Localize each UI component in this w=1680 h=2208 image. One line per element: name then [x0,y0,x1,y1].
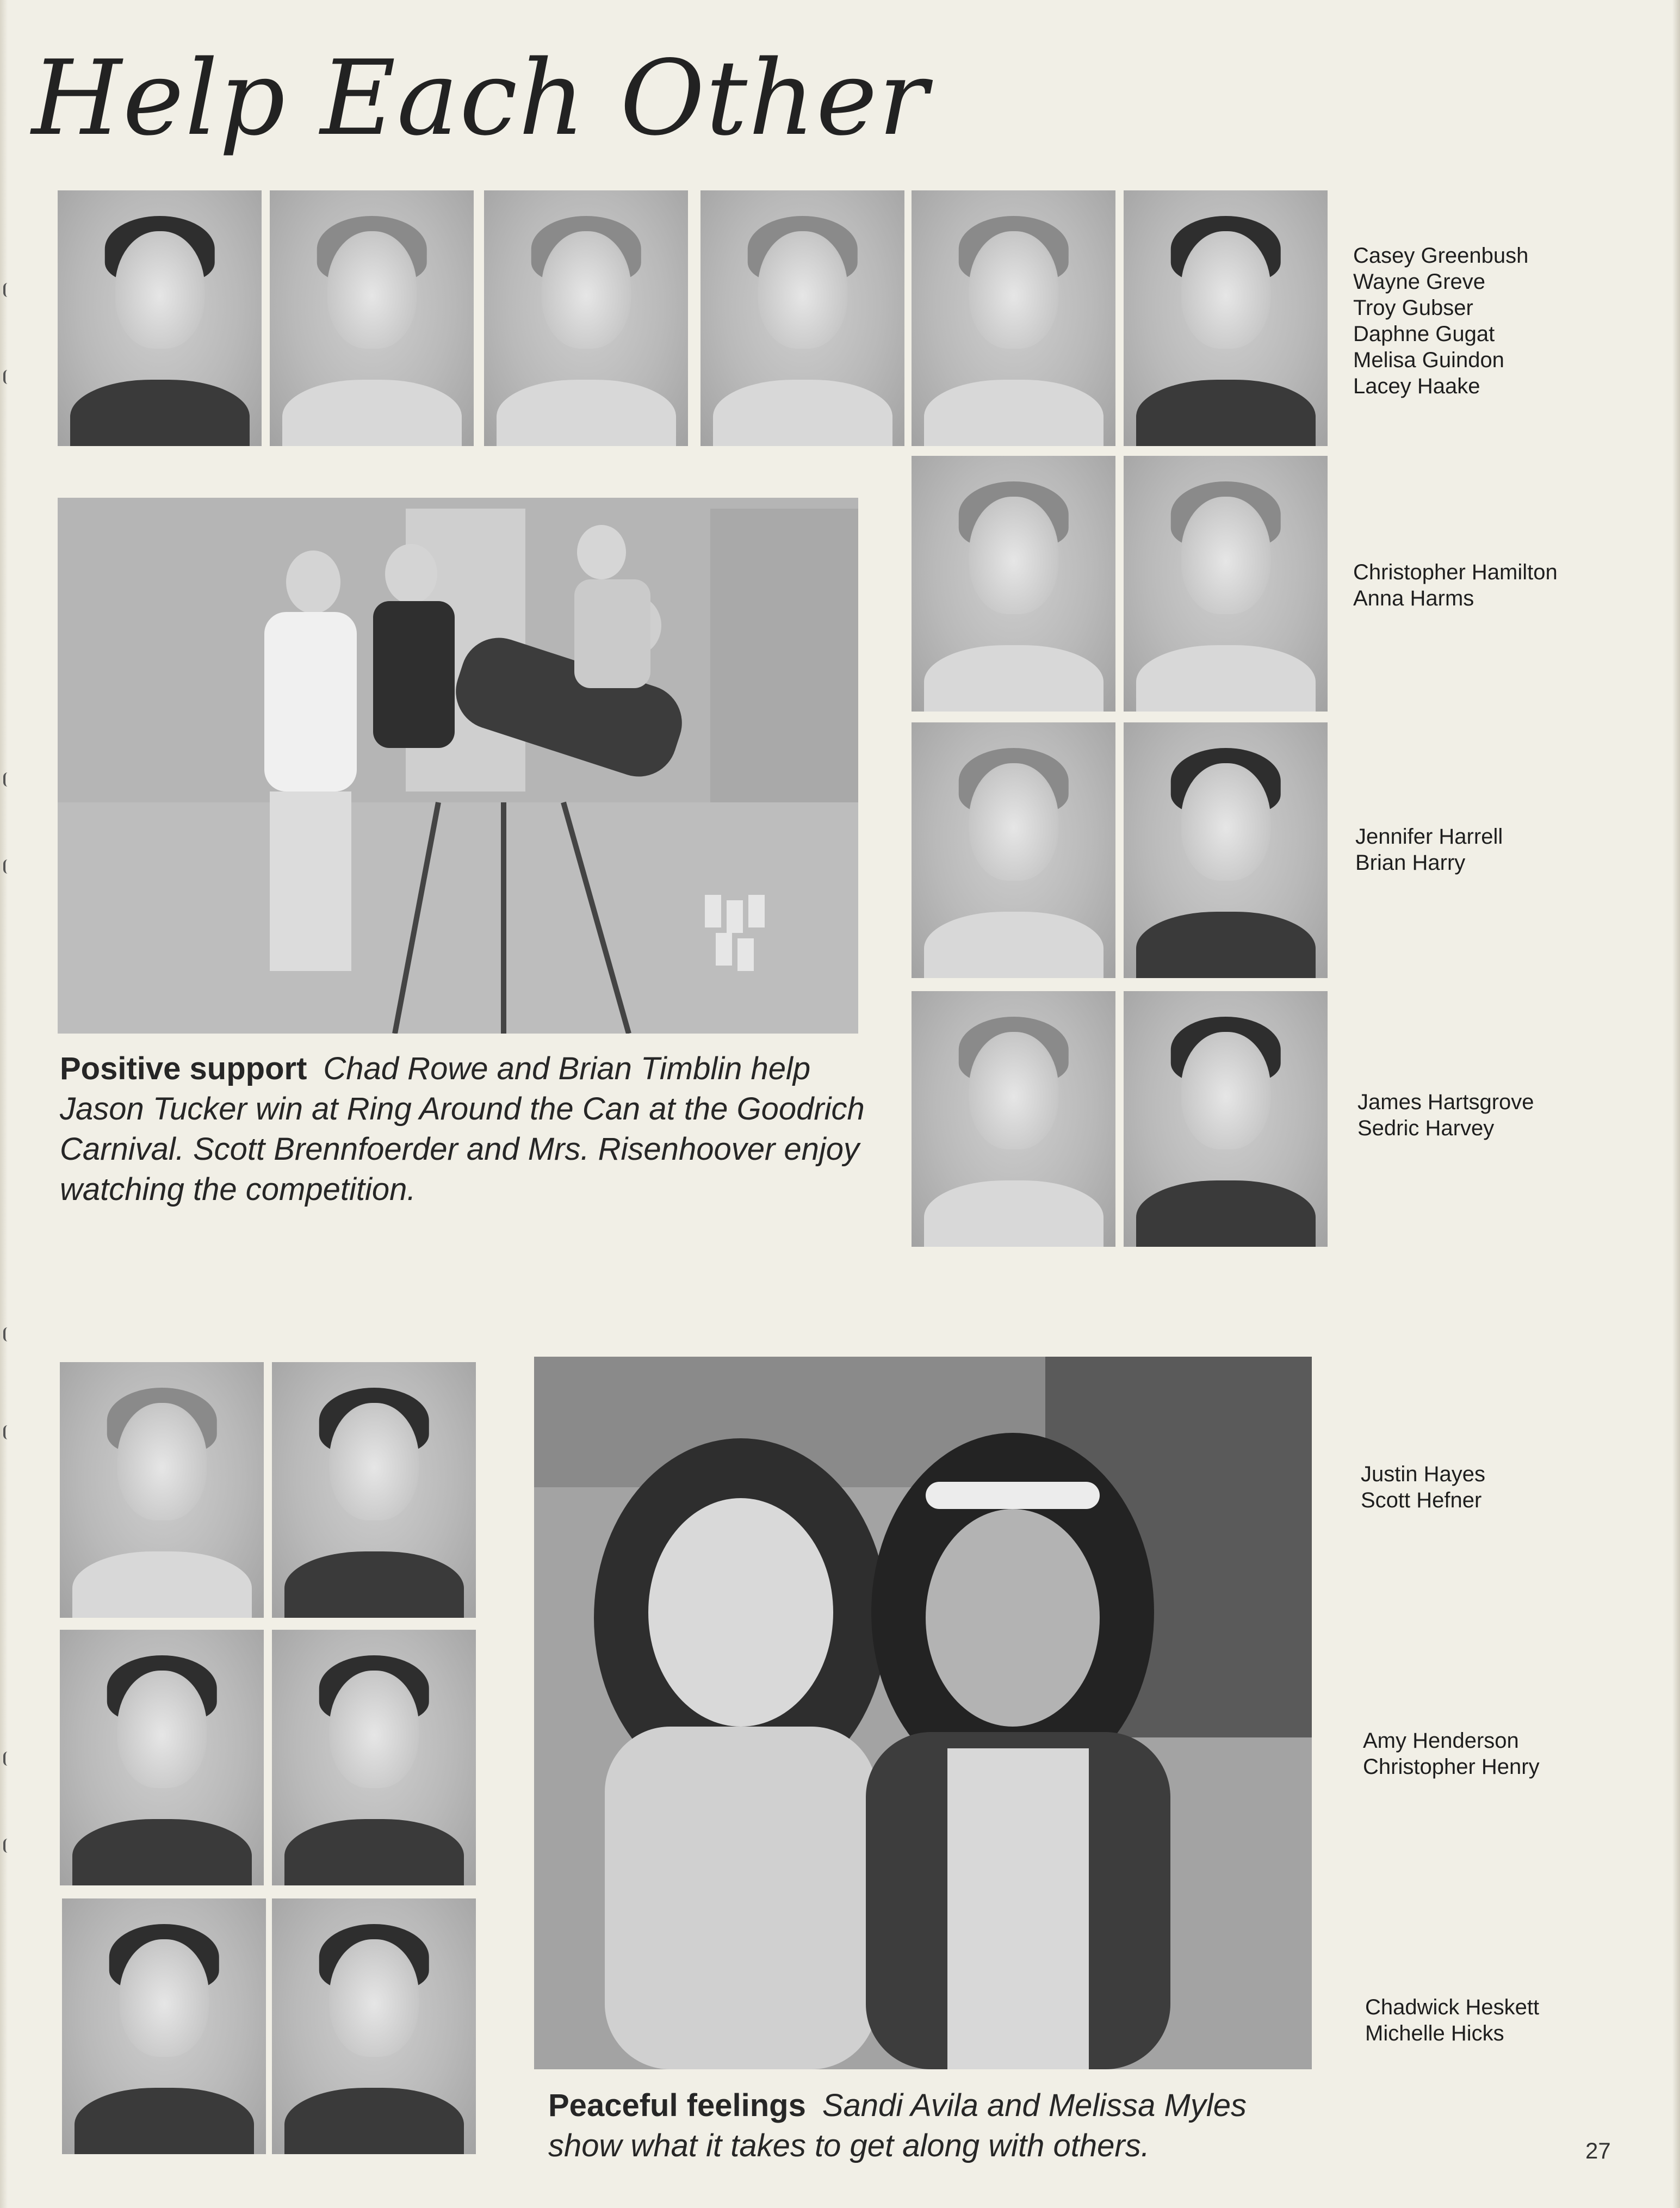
name-group-1 [1353,243,1528,399]
portrait-scott-hefner [272,1362,476,1618]
name-group-7 [1365,1994,1539,2046]
student-name: Sedric Harvey [1357,1116,1495,1140]
portrait-melisa-guindon [912,190,1115,446]
portrait-michelle-hicks [272,1898,476,2154]
student-name: Lacey Haake [1353,374,1480,398]
student-name: Anna Harms [1353,586,1474,610]
portrait-troy-gubser [484,190,688,446]
binding-hole [3,1839,13,1853]
portrait-anna-harms [1124,456,1328,712]
caption-positive-support [60,1049,865,1210]
portrait-jennifer-harrell [912,722,1115,978]
portrait-christopher-henry [272,1630,476,1885]
student-name: Christopher Henry [1363,1755,1540,1779]
student-name: Justin Hayes [1361,1462,1485,1486]
binding-hole [3,1327,13,1341]
portrait-lacey-haake [1124,190,1328,446]
student-name: Jennifer Harrell [1355,825,1503,849]
student-name: Daphne Gugat [1353,322,1495,346]
portrait-wayne-greve [270,190,474,446]
binding-hole [3,370,13,384]
student-name: Scott Hefner [1361,1488,1482,1512]
student-name: Casey Greenbush [1353,244,1529,268]
student-name: Brian Harry [1355,851,1466,875]
binding-hole [3,859,13,874]
portrait-daphne-gugat [700,190,904,446]
carnival-photo [58,498,858,1034]
name-group-4 [1357,1089,1534,1141]
name-group-6 [1363,1728,1540,1780]
student-name: Amy Henderson [1363,1729,1519,1753]
page-number: 27 [1585,2138,1611,2163]
portrait-sedric-harvey [1124,991,1328,1247]
portrait-casey-greenbush [58,190,262,446]
right-page-edge [1672,0,1680,2208]
portrait-christopher-hamilton [912,456,1115,712]
name-group-3 [1355,824,1503,876]
binding-hole [3,1425,13,1439]
binding-hole [3,1752,13,1766]
binding-hole [3,283,13,297]
caption-text: Chad Rowe and Brian Timblin help Jason Tucker win at Ring Around the Can at the Goodrich Carnival. Scott Brennfoerder and Mrs. Risenhoover enjoy watching the competition. [60,1051,865,1207]
portrait-brian-harry [1124,722,1328,978]
student-name: Melisa Guindon [1353,348,1504,372]
student-name: Christopher Hamilton [1353,560,1558,584]
student-name: Chadwick Heskett [1365,1995,1540,2019]
portrait-james-hartsgrove [912,991,1115,1247]
portrait-justin-hayes [60,1362,264,1618]
costume-photo [534,1357,1312,2069]
caption-text: Sandi Avila and Melissa Myles show what it takes to get along with others. [548,2088,1247,2163]
page-title: Help Each Other [32,38,929,158]
caption-lead: Peaceful feelings [548,2088,806,2123]
student-name: James Hartsgrove [1357,1090,1534,1114]
portrait-amy-henderson [60,1630,264,1885]
student-name: Wayne Greve [1353,270,1486,294]
student-name: Michelle Hicks [1365,2021,1504,2045]
binding-hole [3,772,13,787]
name-group-5 [1361,1461,1485,1513]
name-group-2 [1353,559,1558,611]
caption-peaceful-feelings [548,2086,1326,2166]
student-name: Troy Gubser [1353,296,1473,320]
left-page-edge [0,0,8,2208]
portrait-chadwick-heskett [62,1898,266,2154]
caption-lead: Positive support [60,1051,307,1086]
